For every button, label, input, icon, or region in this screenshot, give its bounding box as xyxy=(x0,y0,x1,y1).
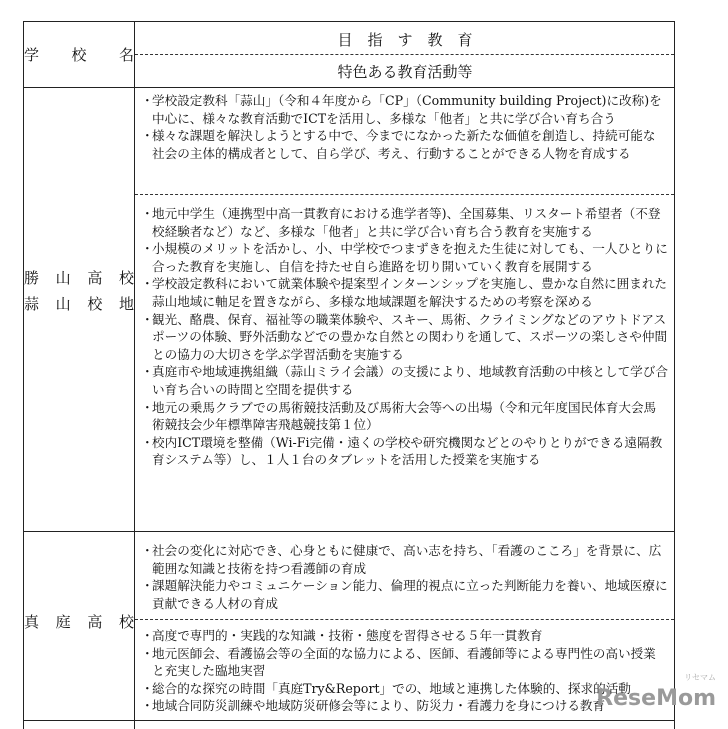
activity-text: 地域合同防災訓練や地域防災研修会等により、防災力・看護力を身につける教育 xyxy=(152,698,606,714)
logo-text: ReseMom xyxy=(596,686,716,711)
bullet: ・ xyxy=(141,206,154,221)
activity-text: 学校設定教科において就業体験や提案型インターンシップを実施し、豊かな自然に囲まれた蒜山地域に軸足を置きながら、多様な地域課題を解決するための考察を深める xyxy=(152,276,668,309)
bullet: ・ xyxy=(141,364,154,380)
bullet: ・ xyxy=(141,399,154,415)
list-item xyxy=(140,92,668,127)
goal-text: 課題解決能力やコミュニケーション能力、倫理的視点に立った判断能力を養い、地域医療に貢献できる人材の育成 xyxy=(152,578,668,611)
katsuyama-goals xyxy=(140,92,668,162)
activity-text: 真庭市や地域連携組織（蒜山ミライ会議）の支援により、地域教育活動の中核として学び合い育ち合いの時間と空間を提供する xyxy=(152,364,668,397)
katsuyama-activities xyxy=(140,205,668,469)
header-bottom-border xyxy=(23,87,675,88)
header-dashed-divider xyxy=(135,54,674,55)
bullet: ・ xyxy=(141,241,154,257)
bullet: ・ xyxy=(141,680,154,696)
bullet: ・ xyxy=(141,434,154,450)
list-item xyxy=(140,240,668,275)
activity-text: 地元中学生（連携型中高一貫教育における進学者等)、全国募集、リスタート希望者（不登校経験者など）など、多様な「他者」と共に学び合い育ち合う教育を実施する xyxy=(152,206,661,239)
activity-text: 小規模のメリットを活かし、小、中学校でつまずきを抱えた生徒に対しても、一人ひとりに合った教育を実施し、自信を持たせ自ら進路を切り開いていく教育を展開する xyxy=(152,241,668,274)
activity-text: 総合的な探究の時間「真庭Try&Report」での、地域と連携した体験的、探求的活動 xyxy=(152,680,631,696)
list-item xyxy=(140,627,668,645)
maniwa-activities xyxy=(140,627,668,715)
list-item xyxy=(140,363,668,398)
school-name-maniwa xyxy=(24,611,134,633)
list-item xyxy=(140,577,668,612)
activity-text: 地元の乗馬クラブでの馬術競技活動及び馬術大会等への出場（令和元年度国民体育大会馬術競技会少年標準障害飛越競技第１位） xyxy=(152,399,657,433)
goal-text: 様々な課題を解決しようとする中で、今までになかった新たな価値を創造し、持続可能な社会の主体的構成者として、自ら学び、考え、行動することができる人物を育成する xyxy=(152,128,656,161)
school-name-line: 真 庭 高 校 xyxy=(24,613,134,631)
goal-text: 学校設定教科「蒜山」（令和４年度から「CP」（Community building Project)に改称)を中心に、様々な教育活動でICTを活用し、多様な「他者」と共に学び合い育ち合う xyxy=(152,93,662,126)
maniwa-goals xyxy=(140,542,668,612)
bullet: ・ xyxy=(141,698,154,714)
activities-header: 特色ある教育活動等 xyxy=(337,63,473,81)
list-item xyxy=(140,205,668,240)
goal-header: 目 指 す 教 育 xyxy=(337,31,473,49)
table-border-top xyxy=(23,21,675,22)
school-name-header: 学 校 名 xyxy=(24,46,134,64)
list-item xyxy=(140,542,668,577)
list-item xyxy=(140,399,668,434)
bullet: ・ xyxy=(141,276,154,292)
list-item xyxy=(140,275,668,310)
goal-text: 社会の変化に対応でき、心身ともに健康で、高い志を持ち、「看護のこころ」を背景に、広範囲な知識と技術を持つ看護師の育成 xyxy=(152,543,662,576)
list-item xyxy=(140,434,668,469)
school-name-line: 勝 山 高 校 xyxy=(24,269,134,287)
row2-bottom-border xyxy=(23,720,675,721)
row-divider xyxy=(23,531,675,532)
list-item xyxy=(140,645,668,680)
list-item xyxy=(140,680,668,698)
resemom-logo xyxy=(596,673,716,711)
table-column-divider xyxy=(134,21,135,729)
logo-subtext: リセマム xyxy=(684,673,716,682)
bullet: ・ xyxy=(141,311,154,327)
list-item xyxy=(140,697,668,715)
row1-dashed-divider xyxy=(135,194,674,195)
school-name-line: 蒜 山 校 地 xyxy=(24,295,134,313)
table-border-right xyxy=(674,21,675,729)
bullet: ・ xyxy=(141,578,154,594)
activity-text: 校内ICT環境を整備（Wi-Fi完備・遠くの学校や研究機関などとのやりとりができる遠隔教育システム等）し、１人１台のタブレットを活用した授業を実施する xyxy=(152,434,663,468)
activity-text: 高度で専門的・実践的な知識・技術・態度を習得させる５年一貫教育 xyxy=(152,628,543,643)
row2-dashed-divider xyxy=(135,619,674,620)
list-item xyxy=(140,127,668,162)
list-item xyxy=(140,311,668,364)
bullet: ・ xyxy=(141,543,154,558)
bullet: ・ xyxy=(141,628,154,643)
activity-text: 観光、酪農、保育、福祉等の職業体験や、スキー、馬術、クライミングなどのアウトドアスポーツの体験、野外活動などでの豊かな自然との関わりを通して、スポーツの楽しさや仲間との協力の大切さを学ぶ学習活動を実施する xyxy=(152,311,668,362)
bullet: ・ xyxy=(141,645,154,661)
bullet: ・ xyxy=(141,93,154,108)
school-name-katsuyama xyxy=(24,265,134,317)
activity-text: 地元医師会、看護協会等の全面的な協力による、医師、看護師等による専門性の高い授業と充実した臨地実習 xyxy=(152,645,656,679)
bullet: ・ xyxy=(141,128,154,144)
